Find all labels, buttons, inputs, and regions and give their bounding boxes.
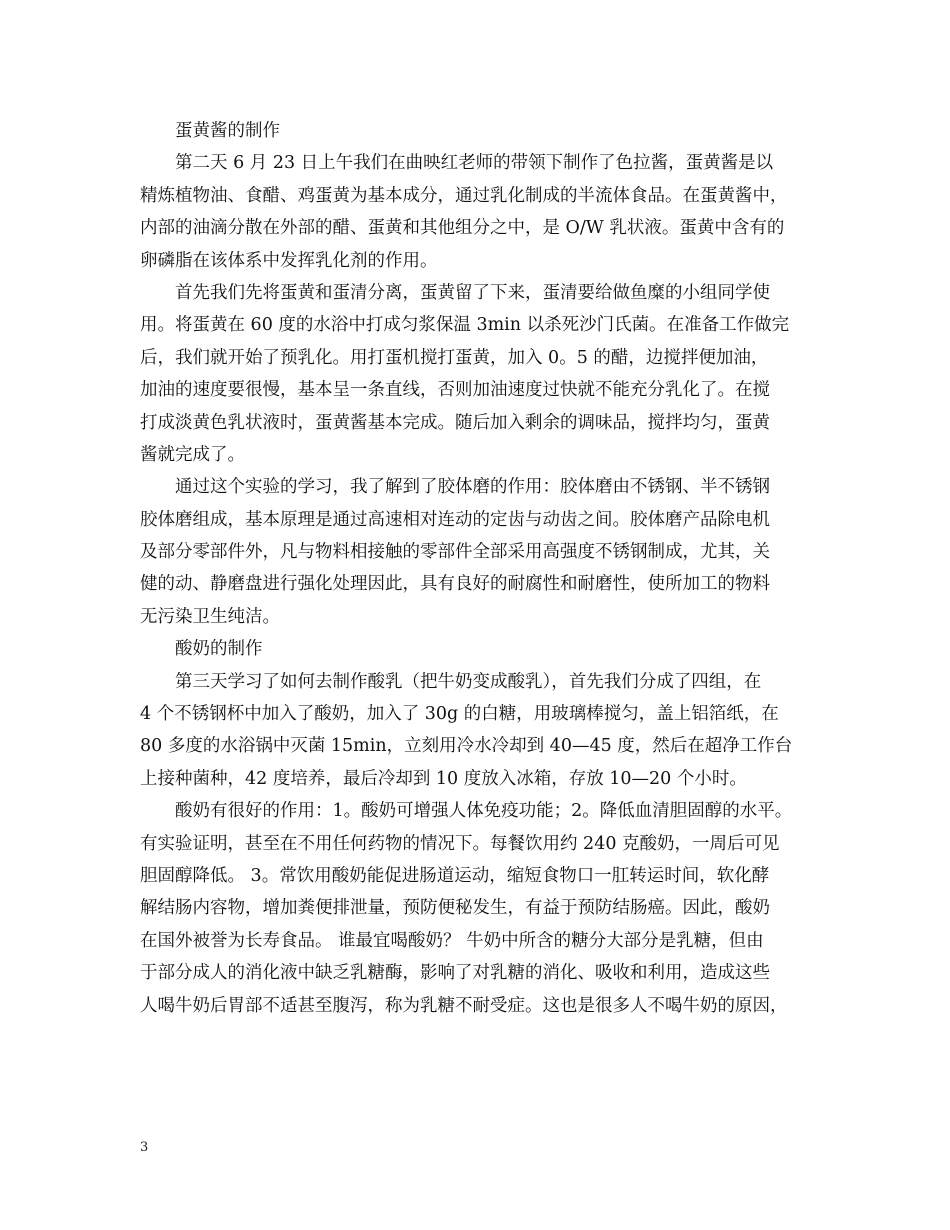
document-body — [140, 115, 830, 1022]
text-line: 第二天 6 月 23 日上午我们在曲映红老师的带领下制作了色拉酱，蛋黄酱是以 — [175, 153, 774, 174]
text-line: 于部分成人的消化液中缺乏乳糖酶，影响了对乳糖的消化、吸收和利用，造成这些 — [140, 963, 770, 984]
text-line: 首先我们先将蛋黄和蛋清分离，蛋黄留了下来，蛋清要给做鱼糜的小组同学使 — [175, 282, 770, 303]
text-line: 胆固醇降低。 3。常饮用酸奶能促进肠道运动，缩短食物口一肛转运时间，软化酵 — [140, 865, 770, 886]
text-line: 打成淡黄色乳状液时，蛋黄酱基本完成。随后加入剩余的调味品，搅拌均匀，蛋黄 — [140, 412, 770, 433]
text-line: 加油的速度要很慢，基本呈一条直线，否则加油速度过快就不能充分乳化了。在搅 — [140, 380, 770, 401]
text-line: 酸奶的制作 — [175, 639, 263, 660]
text-line: 内部的油滴分散在外部的醋、蛋黄和其他组分之中，是 O/W 乳状液。蛋黄中含有的 — [140, 218, 785, 239]
text-line: 无污染卫生纯洁。 — [140, 606, 280, 627]
text-line: 在国外被誉为长寿食品。 谁最宜喝酸奶？ 牛奶中所含的糖分大部分是乳糖，但由 — [140, 930, 764, 951]
text-line: 人喝牛奶后胃部不适甚至腹泻，称为乳糖不耐受症。这也是很多人不喝牛奶的原因， — [140, 995, 788, 1016]
text-line: 及部分零部件外，凡与物料相接触的零部件全部采用高强度不锈钢制成，尤其，关 — [140, 542, 770, 563]
text-line: 酱就完成了。 — [140, 444, 245, 465]
text-line: 有实验证明，甚至在不用任何药物的情况下。每餐饮用约 240 克酸奶，一周后可见 — [140, 833, 780, 854]
text-line: 后，我们就开始了预乳化。用打蛋机搅打蛋黄，加入 0。5 的醋，边搅拌便加油， — [140, 347, 769, 368]
text-line: 上接种菌种，42 度培养，最后冷却到 10 度放入冰箱，存放 10—20 个小时。 — [140, 768, 747, 789]
text-line: 4 个不锈钢杯中加入了酸奶，加入了 30g 的白糖，用玻璃棒搅匀，盖上铝箔纸，在 — [140, 704, 779, 725]
text-line: 卵磷脂在该体系中发挥乳化剂的作用。 — [140, 250, 438, 271]
text-line: 通过这个实验的学习，我了解到了胶体磨的作用：胶体磨由不锈钢、半不锈钢 — [175, 477, 770, 498]
text-line: 解结肠内容物，增加粪便排泄量，预防便秘发生，有益于预防结肠癌。因此，酸奶 — [140, 898, 770, 919]
text-line: 第三天学习了如何去制作酸乳（把牛奶变成酸乳），首先我们分成了四组，在 — [175, 671, 762, 692]
text-line: 80 多度的水浴锅中灭菌 15min，立刻用冷水冷却到 40—45 度，然后在超净工作台 — [140, 736, 793, 757]
text-line: 精炼植物油、食醋、鸡蛋黄为基本成分，通过乳化制成的半流体食品。在蛋黄酱中， — [140, 185, 788, 206]
text-line: 用。将蛋黄在 60 度的水浴中打成匀浆保温 3min 以杀死沙门氏菌。在准备工作做完 — [140, 315, 790, 336]
text-line: 酸奶有很好的作用：1。酸奶可增强人体免疫功能；2。降低血清胆固醇的水平。 — [175, 801, 793, 822]
page-number: 3 — [140, 1140, 149, 1155]
text-line: 蛋黄酱的制作 — [175, 121, 280, 141]
text-line: 健的动、静磨盘进行强化处理因此，具有良好的耐腐性和耐磨性，使所加工的物料 — [140, 574, 770, 595]
text-line: 胶体磨组成，基本原理是通过高速相对连动的定齿与动齿之间。胶体磨产品除电机 — [140, 509, 770, 530]
